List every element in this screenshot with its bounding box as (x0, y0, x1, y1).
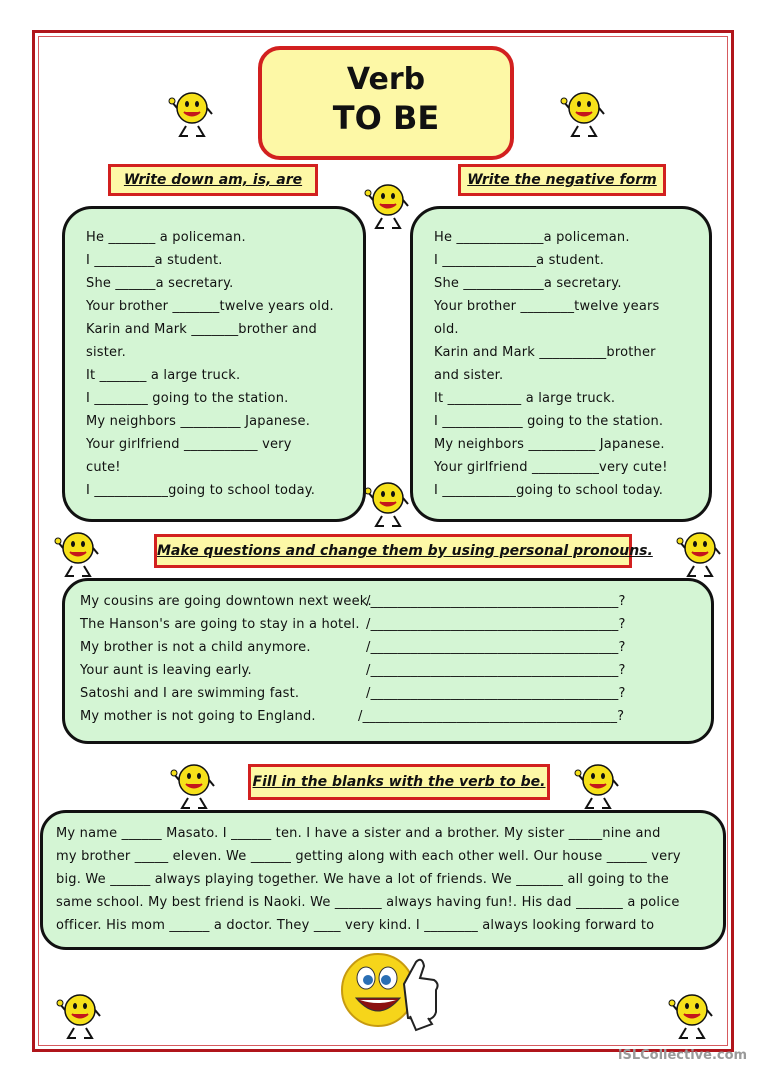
exercise-line: my brother _____ eleven. We ______ getting along with each other well. Our house ______ very (56, 849, 681, 864)
smiley-icon (560, 86, 606, 140)
smiley-icon (54, 526, 100, 580)
exercise-line: It _______ a large truck. (86, 368, 241, 383)
question-sentence: My mother is not going to England. (80, 709, 316, 724)
smiley-icon (574, 758, 620, 812)
watermark: iSLCollective.com (618, 1048, 748, 1063)
exercise-line: My neighbors __________ Japanese. (434, 437, 665, 452)
exercise-line: old. (434, 322, 459, 337)
question-sentence: Satoshi and I are swimming fast. (80, 686, 300, 701)
exercise-line: Your brother _______twelve years old. (86, 299, 334, 314)
exercise-line: cute! (86, 460, 121, 475)
exercise-line: My neighbors _________ Japanese. (86, 414, 311, 429)
exercise-line: I ________ going to the station. (86, 391, 289, 406)
exercise-line: My name ______ Masato. I ______ ten. I have a sister and a brother. My sister _____nine and (56, 826, 661, 841)
smiley-icon (170, 758, 216, 812)
exercise-line: officer. His mom ______ a doctor. They ____ very kind. I ________ always looking forward to (56, 918, 655, 933)
exercise-line: same school. My best friend is Naoki. We _______ always having fun!. His dad _______ a police (56, 895, 680, 910)
exercise-line: Your girlfriend __________very cute! (434, 460, 668, 475)
answer-line[interactable]: /_____________________________________? (366, 617, 626, 632)
smiley-icon (56, 988, 102, 1042)
question-sentence: Your aunt is leaving early. (80, 663, 252, 678)
exercise-line: She ______a secretary. (86, 276, 234, 291)
question-sentence: My brother is not a child anymore. (80, 640, 311, 655)
exercise-line: Karin and Mark __________brother (434, 345, 656, 360)
smiley-icon (668, 988, 714, 1042)
section3-label: Make questions and change them by using personal pronouns. (154, 534, 632, 568)
answer-line[interactable]: /_____________________________________? (366, 640, 626, 655)
exercise-line: Karin and Mark _______brother and (86, 322, 318, 337)
exercise-line: I ___________going to school today. (434, 483, 664, 498)
section2-label: Write the negative form (458, 164, 666, 196)
exercise-line: I ______________a student. (434, 253, 605, 268)
question-sentence: The Hanson's are going to stay in a hotel. (80, 617, 360, 632)
thumbs-up-smiley-icon (338, 944, 442, 1036)
exercise-line: I _________a student. (86, 253, 223, 268)
smiley-icon (364, 476, 410, 530)
title-box (258, 46, 514, 160)
section4-label: Fill in the blanks with the verb to be. (248, 764, 550, 800)
exercise-line: sister. (86, 345, 126, 360)
exercise-line: I ____________ going to the station. (434, 414, 664, 429)
exercise-line: He _____________a policeman. (434, 230, 630, 245)
answer-line[interactable]: /______________________________________? (358, 709, 625, 724)
question-sentence: My cousins are going downtown next week. (80, 594, 372, 609)
exercise-line: big. We ______ always playing together. We have a lot of friends. We _______ all going to the (56, 872, 669, 887)
exercise-line: He _______ a policeman. (86, 230, 246, 245)
smiley-icon (364, 178, 410, 232)
smiley-icon (676, 526, 722, 580)
exercise-line: It ___________ a large truck. (434, 391, 616, 406)
exercise-line: Your brother ________twelve years (434, 299, 660, 314)
title-line1: Verb (346, 62, 426, 97)
answer-line[interactable]: /_____________________________________? (366, 686, 626, 701)
section1-label: Write down am, is, are (108, 164, 318, 196)
exercise-line: I ___________going to school today. (86, 483, 316, 498)
answer-line[interactable]: /_____________________________________? (366, 663, 626, 678)
exercise-line: She ____________a secretary. (434, 276, 622, 291)
answer-line[interactable]: /_____________________________________? (366, 594, 626, 609)
exercise-line: Your girlfriend ___________ very (86, 437, 292, 452)
exercise-line: and sister. (434, 368, 504, 383)
smiley-icon (168, 86, 214, 140)
title-line2: TO BE (332, 99, 440, 137)
